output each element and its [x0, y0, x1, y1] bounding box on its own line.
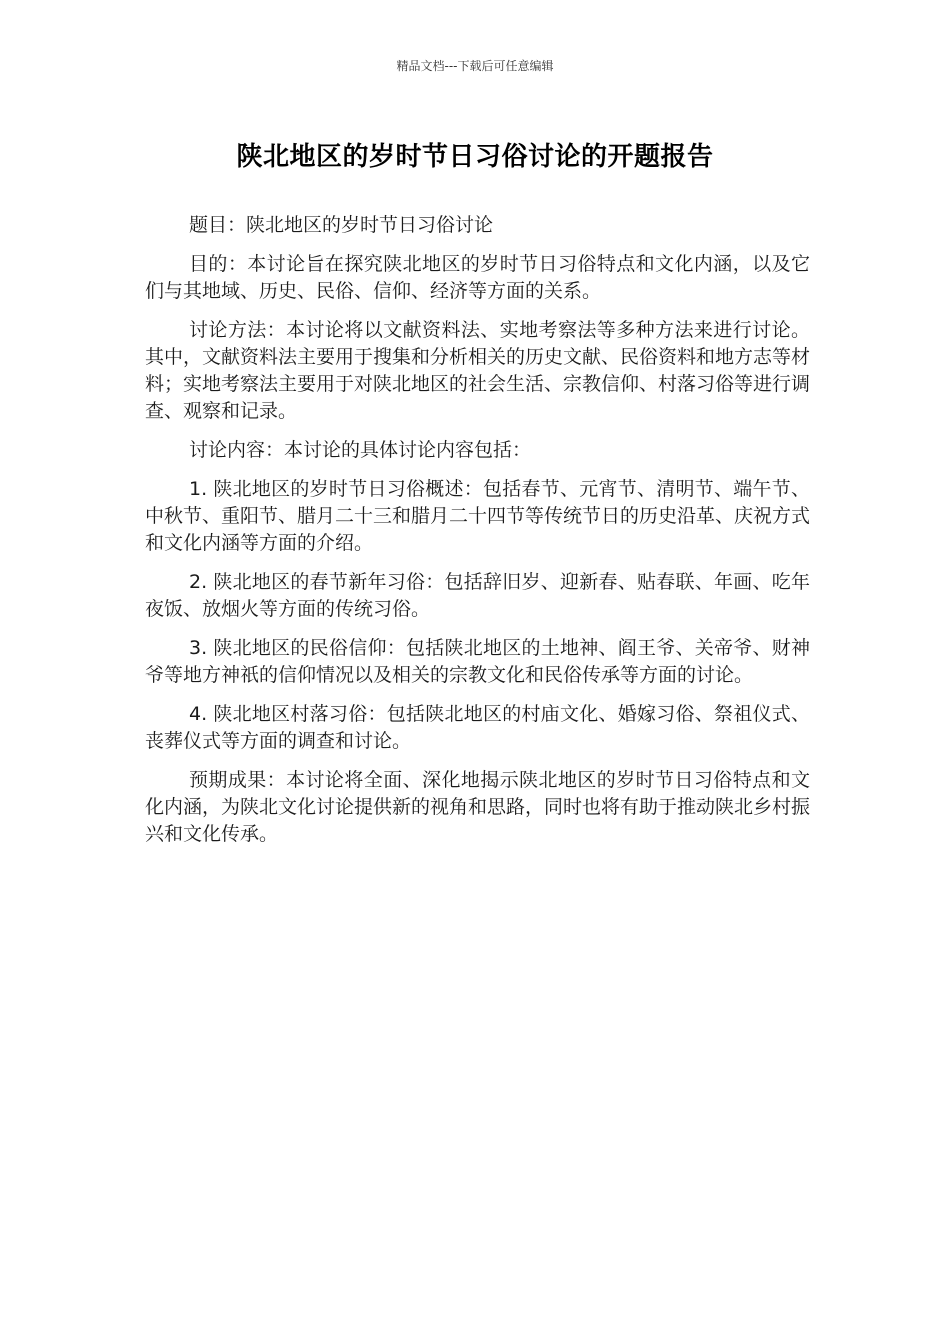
- header-note: 精品文档---下载后可任意编辑: [396, 59, 554, 73]
- document-body: [145, 212, 810, 860]
- paragraph-purpose: 目的：本讨论旨在探究陕北地区的岁时节日习俗特点和文化内涵，以及它们与其地域、历史、民俗、信仰、经济等方面的关系。: [145, 253, 810, 302]
- paragraph-item-1: 1. 陕北地区的岁时节日习俗概述：包括春节、元宵节、清明节、端午节、中秋节、重阳节、腊月二十三和腊月二十四节等传统节日的历史沿革、庆祝方式和文化内涵等方面的介绍。: [145, 478, 811, 554]
- paragraph-item-4: 4. 陕北地区村落习俗：包括陕北地区的村庙文化、婚嫁习俗、祭祖仪式、丧葬仪式等方面的调查和讨论。: [145, 703, 810, 752]
- paragraph-expected-results: 预期成果：本讨论将全面、深化地揭示陕北地区的岁时节日习俗特点和文化内涵，为陕北文化讨论提供新的视角和思路，同时也将有助于推动陕北乡村振兴和文化传承。: [145, 769, 811, 845]
- document-title: 陕北地区的岁时节日习俗讨论的开题报告: [236, 142, 714, 172]
- paragraph-topic: 题目：陕北地区的岁时节日习俗讨论: [189, 214, 494, 236]
- paragraph-content-intro: 讨论内容：本讨论的具体讨论内容包括：: [189, 439, 532, 461]
- paragraph-methods: 讨论方法：本讨论将以文献资料法、实地考察法等多种方法来进行讨论。其中，文献资料法主要用于搜集和分析相关的历史文献、民俗资料和地方志等材料；实地考察法主要用于对陕北地区的社会生活、宗教信仰、村落习俗等进行调查、观察和记录。: [145, 319, 811, 422]
- paragraph-item-2: 2. 陕北地区的春节新年习俗：包括辞旧岁、迎新春、贴春联、年画、吃年夜饭、放烟火等方面的传统习俗。: [145, 571, 810, 620]
- paragraph-item-3: 3. 陕北地区的民俗信仰：包括陕北地区的土地神、阎王爷、关帝爷、财神爷等地方神祇的信仰情况以及相关的宗教文化和民俗传承等方面的讨论。: [145, 637, 810, 686]
